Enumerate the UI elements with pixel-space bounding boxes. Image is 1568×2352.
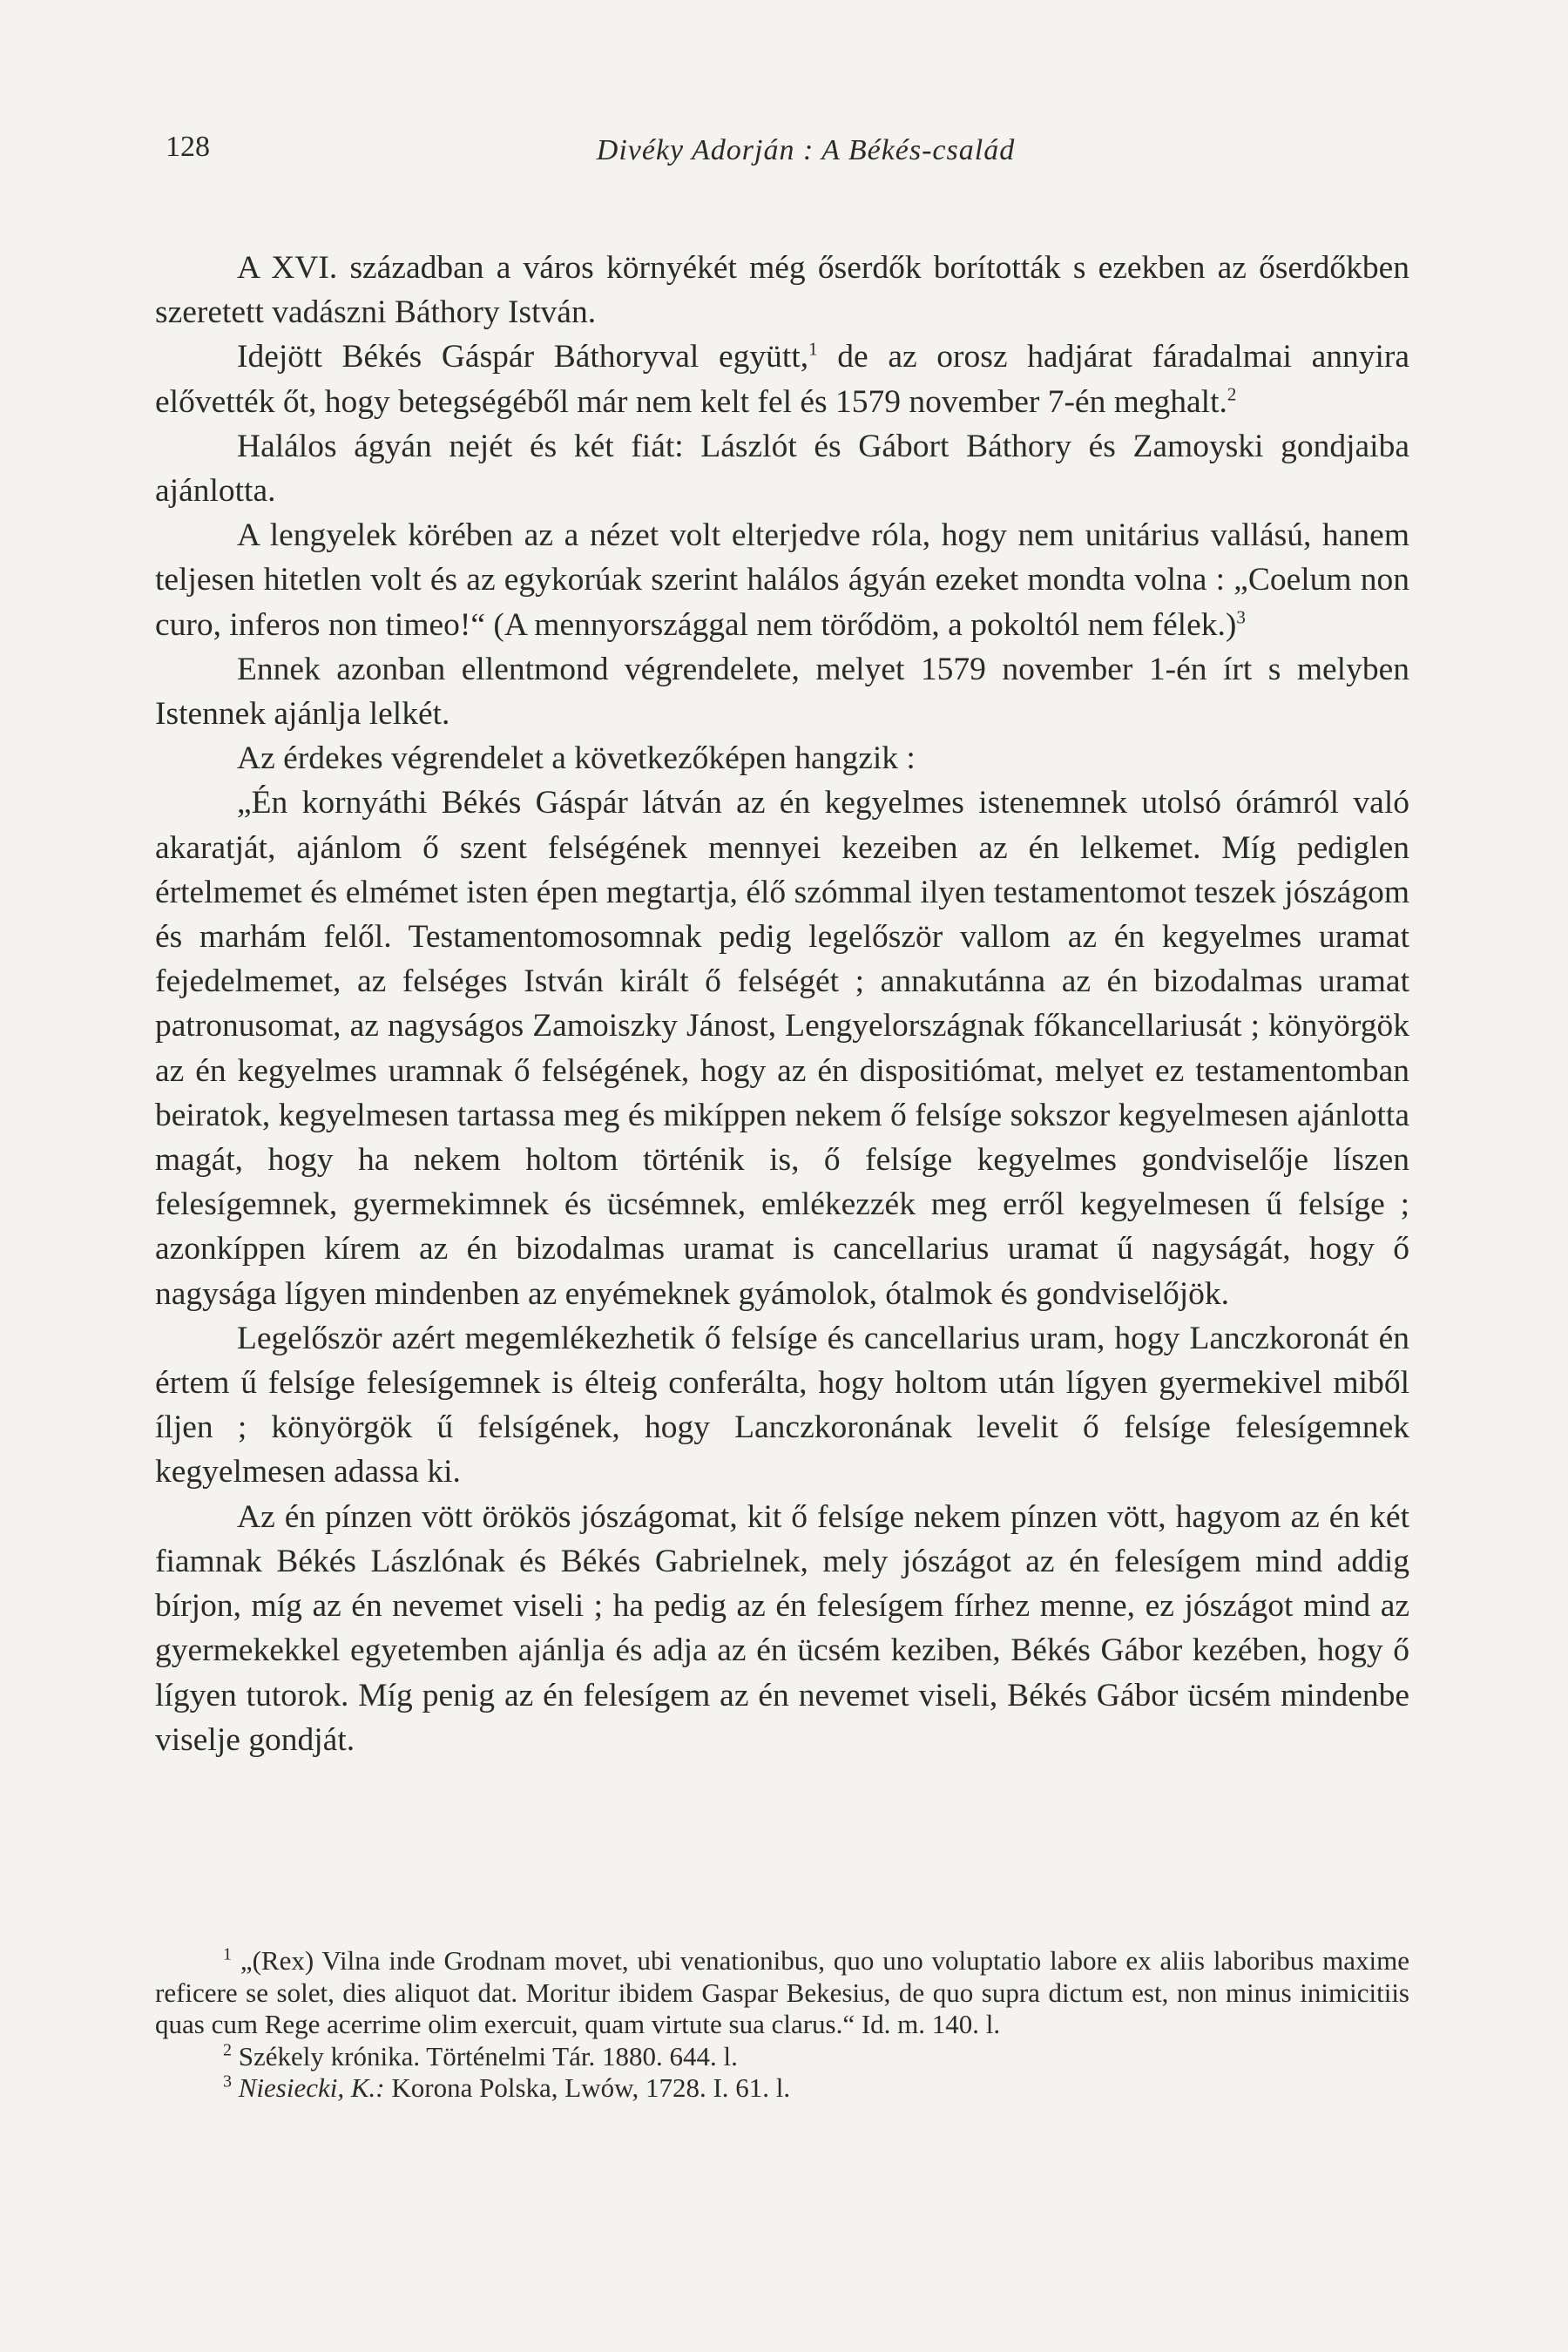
footnote-ref: 2 xyxy=(1227,383,1237,405)
footnote-ref: 1 xyxy=(808,338,818,360)
footnote: $^2$ Székely krónika. Történelmi Tár. 1880. 644. l. xyxy=(223,2040,738,2072)
footnotes xyxy=(155,1945,1409,2105)
paragraph: A XVI. században a város környékét még őserdők borították s ezekben az őserdőkben szeretett vadászni Báthory István. xyxy=(155,250,1409,331)
paragraph: A lengyelek körében az a nézet volt elterjedve róla, hogy nem unitárius vallású, hanem teljesen hitetlen volt és az egykorúak szerint halálos ágyán ezeket mondta volna : „Coelum non curo, inferos non timeo!“ (A mennyországgal nem törődöm, a pokoltól nem félek.)$^3$ xyxy=(155,517,1409,643)
paragraph: Ennek azonban ellentmond végrendelete, melyet 1579 november 1-én írt s melyben Istennek ajánlja lelkét. xyxy=(155,651,1409,733)
paragraph: Idejött Békés Gáspár Báthoryval együtt,$^1$ de az orosz hadjárat fáradalmai annyira elővették őt, hogy betegségéből már nem kelt fel és 1579 november 7-én meghalt.$^2$ xyxy=(155,338,1410,420)
footnote-mark: 3 xyxy=(223,2072,232,2092)
paragraph: Halálos ágyán nejét és két fiát: Lászlót és Gábort Báthory és Zamoyski gondjaiba ajánlotta. xyxy=(155,428,1409,510)
footnote-ref: 3 xyxy=(1236,606,1246,628)
paragraph: „Én kornyáthi Békés Gáspár látván az én kegyelmes istenemnek utolsó órámról való akaratját, ajánlom ő szent felségének mennyei kezeiben az én lelkemet. Míg pediglen értelmemet és elmémet isten épen megtartja, élő szómmal ilyen testamentomot teszek jószágom és marhám felől. Testamentomosomnak pedig legelőször vallom az én kegyelmes uramat fejedelmemet, az felséges István királt ő felségét ; annakutánna az én bizodalmas uramat patronusomat, az nagyságos Zamoiszky Jánost, Lengyelországnak főkancellariusát ; könyörgök az én kegyelmes uramnak ő felségének, hogy az én dispositiómat, melyet ez testamentomban beiratok, kegyelmesen tartassa meg és mikíppen nekem ő felsíge sokszor kegyelmesen ajánlotta magát, hogy ha nekem holtom történik is, ő felsíge kegyelmes gondviselője líszen felesígemnek, gyermekimnek és ücsémnek, emlékezzék meg erről kegyelmesen ű felsíge ; azonkíppen kírem az én bizodalmas uramat is cancellarius uramat ű nagyságát, hogy ő nagysága lígyen mindenben az enyémeknek gyámolok, ótalmok és gondviselőjök. xyxy=(155,785,1409,1312)
footnote: $^3$ Niesiecki, K.: Korona Polska, Lwów, 1728. I. 61. l. xyxy=(223,2072,791,2104)
footnote-mark: 2 xyxy=(223,2040,232,2060)
running-head: Divéky Adorján : A Békés-család xyxy=(596,134,1016,166)
paragraph: Legelőször azért megemlékezhetik ő felsíge és cancellarius uram, hogy Lanczkoronát én értem ű felsíge felesígemnek is élteig conferálta, hogy holtom után lígyen gyermekivel miből íljen ; könyörgök ű felsígének, hogy Lanczkoronának levelit ő felsíge felesígemnek kegyelmesen adassa ki. xyxy=(155,1320,1409,1490)
page-header xyxy=(166,131,1411,183)
footnote-mark: 1 xyxy=(223,1944,232,1964)
paragraph: Az én pínzen vött örökös jószágomat, kit ő felsíge nekem pínzen vött, hagyom az én két fiamnak Békés Lászlónak és Békés Gabrielnek, mely jószágot az én felesígem mind addig bírjon, míg az én nevemet viseli ; ha pedig az én felesígem fírhez menne, ez jószágot mind az gyermekekkel egyetemben ajánlja és adja az én ücsém keziben, Békés Gábor kezében, hogy ő lígyen tutorok. Míg penig az én felesígem az én nevemet viseli, Békés Gábor ücsém mindenbe viselje gondját. xyxy=(155,1498,1409,1758)
footnote: $^1$ „(Rex) Vilna inde Grodnam movet, ubi venationibus, quo uno voluptatio labore ex aliis laboribus maxime reficere se solet, dies aliquot dat. Moritur ibidem Gaspar Bekesius, de quo supra dictum est, non minus inimicitiis quas cum Rege acerrime olim exercuit, quam virtute sua clarus.“ Id. m. 140. l. xyxy=(155,1944,1409,2040)
body-text xyxy=(155,246,1409,1762)
footnote-author: Niesiecki, K.: xyxy=(238,2072,385,2104)
page-number: 128 xyxy=(166,131,210,163)
paragraph: Az érdekes végrendelet a következőképen hangzik : xyxy=(237,740,916,777)
